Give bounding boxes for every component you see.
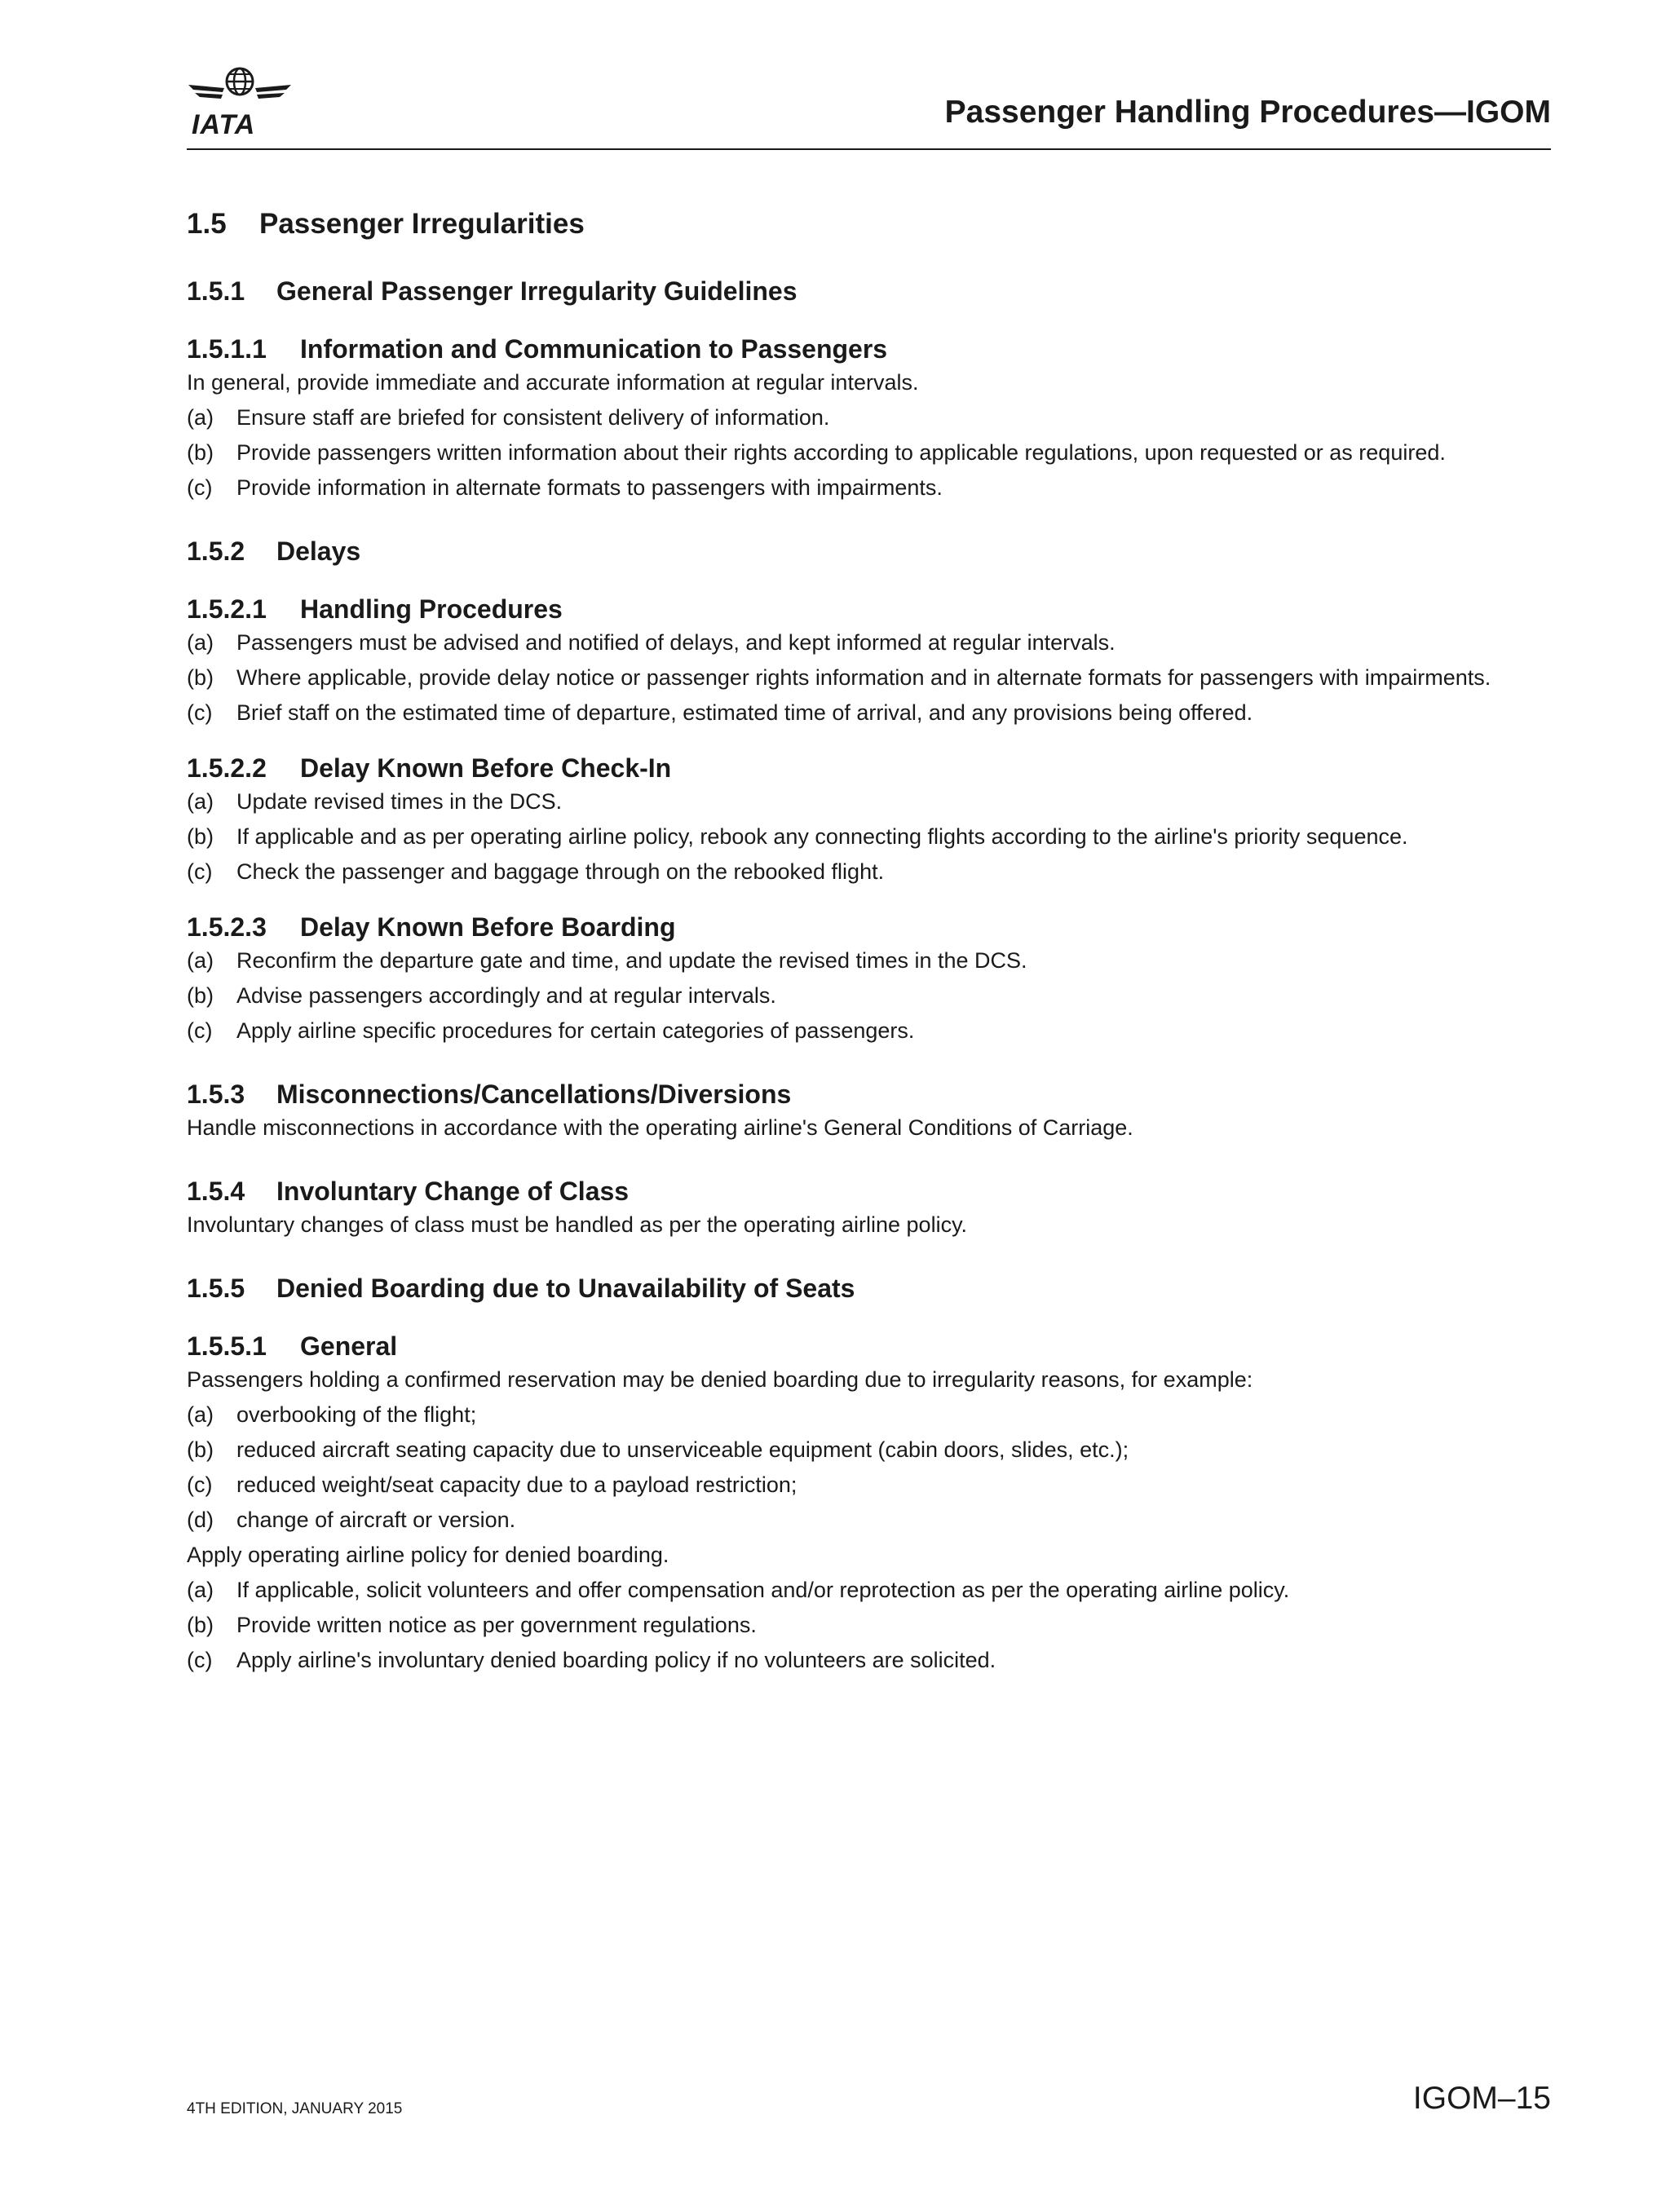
section-heading <box>187 208 1551 241</box>
list-item <box>187 700 1551 726</box>
subsubsection-heading <box>187 912 1551 943</box>
subsubsection <box>187 594 1551 726</box>
list-item <box>187 1402 1551 1428</box>
list-label: (c) <box>187 475 213 500</box>
list-label: (b) <box>187 1437 214 1462</box>
list-label: (a) <box>187 1402 214 1427</box>
list-text: Ensure staff are briefed for consistent delivery of information. <box>236 405 830 430</box>
list-item <box>187 475 1551 501</box>
list-label: (a) <box>187 405 214 430</box>
list-label: (c) <box>187 1648 213 1672</box>
list-item <box>187 439 1551 466</box>
section-title: Passenger Irregularities <box>259 208 585 240</box>
subsubsection-number: 1.5.2.2 <box>187 753 267 783</box>
subsubsection-heading <box>187 753 1551 784</box>
page-header <box>187 59 1551 150</box>
list-label: (a) <box>187 630 214 655</box>
list-item <box>187 982 1551 1009</box>
list-item <box>187 1507 1551 1533</box>
list-item <box>187 823 1551 850</box>
subsubsection-heading <box>187 594 1551 625</box>
list-item <box>187 947 1551 974</box>
list-item <box>187 1018 1551 1044</box>
list-label: (d) <box>187 1508 214 1532</box>
subsubsection <box>187 753 1551 885</box>
list-text: reduced weight/seat capacity due to a payload restriction; <box>236 1472 797 1497</box>
list-text: If applicable and as per operating airline policy, rebook any connecting flights according to the airline's priority sequence. <box>236 824 1408 849</box>
footer-page-number: IGOM–15 <box>1412 2081 1551 2116</box>
list-label: (a) <box>187 789 214 814</box>
subsection-heading <box>187 536 1551 567</box>
logo-text: IATA <box>192 109 256 140</box>
list-text: Provide information in alternate formats to passengers with impairments. <box>236 475 943 500</box>
list-label: (a) <box>187 1578 214 1602</box>
subsubsection-number: 1.5.5.1 <box>187 1331 267 1361</box>
list-text: Provide passengers written information about their rights according to applicable regulations, upon requested or as required. <box>236 440 1446 465</box>
subsection-title: General Passenger Irregularity Guidelines <box>276 276 797 306</box>
list-label: (b) <box>187 824 214 849</box>
list-label: (b) <box>187 983 214 1008</box>
subsection-heading <box>187 1177 1551 1207</box>
list-label: (c) <box>187 859 213 884</box>
list-item <box>187 1647 1551 1673</box>
subsubsection-title: Delay Known Before Boarding <box>300 912 676 942</box>
subsection <box>187 1177 1551 1238</box>
subsection-title: Delays <box>276 536 361 566</box>
paragraph: Involuntary changes of class must be handled as per the operating airline policy. <box>187 1212 968 1237</box>
list-item <box>187 1612 1551 1638</box>
paragraph: In general, provide immediate and accurate information at regular intervals. <box>187 370 919 395</box>
list-text: Apply airline specific procedures for certain categories of passengers. <box>236 1018 915 1043</box>
subsection-title: Misconnections/Cancellations/Diversions <box>276 1080 792 1109</box>
subsubsection <box>187 334 1551 501</box>
subsubsection-title: General <box>300 1331 398 1361</box>
list-text: Passengers must be advised and notified of delays, and kept informed at regular intervals. <box>236 630 1116 655</box>
list-label: (b) <box>187 440 214 465</box>
paragraph: Passengers holding a confirmed reservation may be denied boarding due to irregularity reasons, for example: <box>187 1367 1253 1392</box>
subsection-heading <box>187 276 1551 307</box>
subsection-number: 1.5.3 <box>187 1080 245 1109</box>
page-header-title: Passenger Handling Procedures—IGOM <box>944 95 1551 130</box>
iata-logo <box>187 64 293 142</box>
list-text: If applicable, solicit volunteers and offer compensation and/or reprotection as per the operating airline policy. <box>236 1578 1290 1602</box>
subsubsection-number: 1.5.2.1 <box>187 594 267 624</box>
subsubsection-heading <box>187 334 1551 364</box>
subsubsection-number: 1.5.1.1 <box>187 334 267 364</box>
subsection-title: Denied Boarding due to Unavailability of Seats <box>276 1274 855 1303</box>
list-text: Where applicable, provide delay notice or passenger rights information and in alternate formats for passengers with impairments. <box>236 665 1491 690</box>
subsubsection-title: Information and Communication to Passengers <box>300 334 888 364</box>
list-item <box>187 1577 1551 1603</box>
subsection-heading <box>187 1080 1551 1110</box>
paragraph: Apply operating airline policy for denied boarding. <box>187 1543 669 1567</box>
subsubsection <box>187 1331 1551 1673</box>
subsubsection-heading <box>187 1331 1551 1362</box>
list-text: change of aircraft or version. <box>236 1508 516 1532</box>
list-label: (a) <box>187 948 214 973</box>
list-item <box>187 404 1551 430</box>
list-text: Provide written notice as per government regulations. <box>236 1613 757 1637</box>
subsection <box>187 1080 1551 1141</box>
list-text: Advise passengers accordingly and at regular intervals. <box>236 983 776 1008</box>
subsubsection <box>187 912 1551 1044</box>
list-text: overbooking of the flight; <box>236 1402 477 1427</box>
subsection-title: Involuntary Change of Class <box>276 1177 630 1206</box>
subsubsection-number: 1.5.2.3 <box>187 912 267 942</box>
list-label: (b) <box>187 1613 214 1637</box>
subsection-heading <box>187 1274 1551 1304</box>
list-text: reduced aircraft seating capacity due to unserviceable equipment (cabin doors, slides, etc.); <box>236 1437 1129 1462</box>
list-label: (c) <box>187 700 213 725</box>
list-item <box>187 629 1551 656</box>
list-item <box>187 1472 1551 1498</box>
subsubsection-title: Handling Procedures <box>300 594 563 624</box>
subsubsection-title: Delay Known Before Check-In <box>300 753 672 783</box>
list-item <box>187 664 1551 691</box>
paragraph: Handle misconnections in accordance with the operating airline's General Conditions of Carriage. <box>187 1115 1133 1140</box>
list-label: (c) <box>187 1472 213 1497</box>
subsection-number: 1.5.4 <box>187 1177 245 1206</box>
list-text: Apply airline's involuntary denied boarding policy if no volunteers are solicited. <box>236 1648 996 1672</box>
subsection-number: 1.5.2 <box>187 536 245 566</box>
list-text: Reconfirm the departure gate and time, and update the revised times in the DCS. <box>236 948 1027 973</box>
footer-edition: 4TH EDITION, JANUARY 2015 <box>187 2100 403 2117</box>
list-label: (c) <box>187 1018 213 1043</box>
list-text: Check the passenger and baggage through on the rebooked flight. <box>236 859 885 884</box>
list-item <box>187 1437 1551 1463</box>
list-text: Brief staff on the estimated time of departure, estimated time of arrival, and any provisions being offered. <box>236 700 1253 725</box>
document-body <box>187 208 1551 1709</box>
subsection-number: 1.5.5 <box>187 1274 245 1303</box>
subsection-number: 1.5.1 <box>187 276 245 306</box>
list-text: Update revised times in the DCS. <box>236 789 563 814</box>
list-label: (b) <box>187 665 214 690</box>
list-item <box>187 859 1551 885</box>
globe-wings-icon <box>187 64 293 113</box>
list-item <box>187 788 1551 815</box>
section-number: 1.5 <box>187 208 227 240</box>
